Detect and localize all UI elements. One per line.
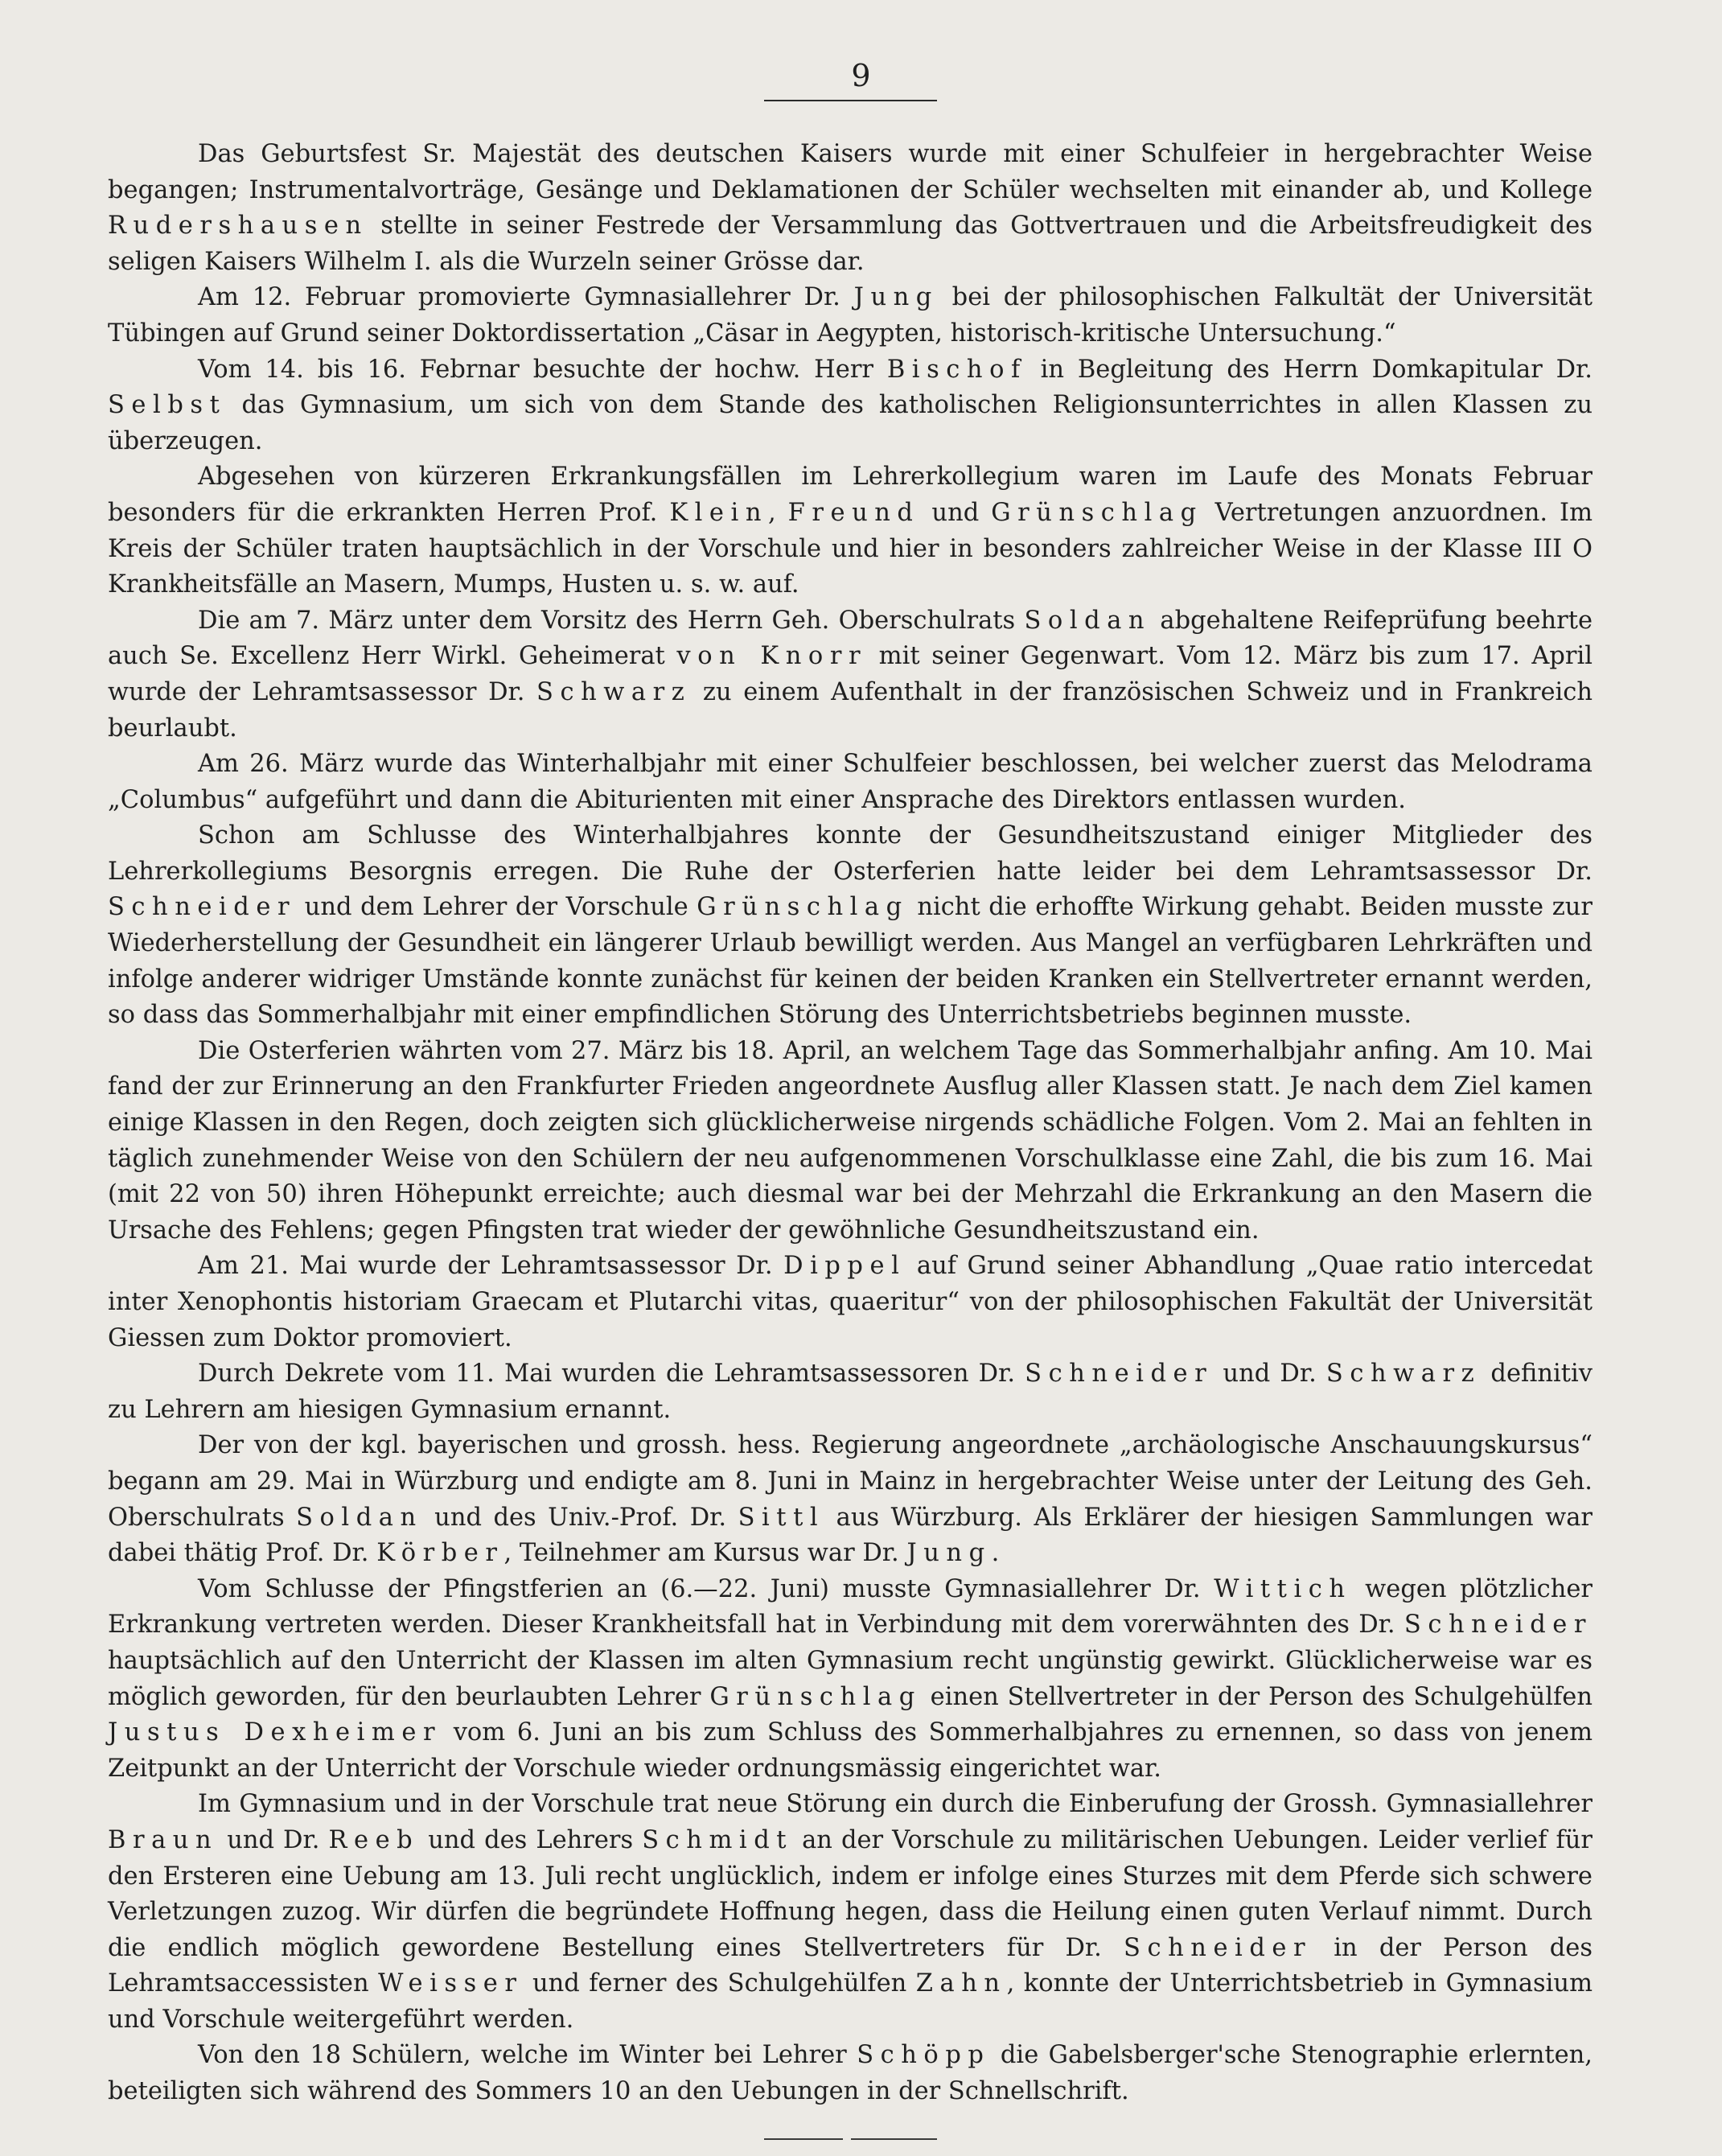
text-run: und dem Lehrer der Vorschule — [296, 893, 697, 922]
page-number: 9 — [851, 58, 871, 93]
text-run: Am 26. März wurde das Winterhalbjahr mit einer Schulfeier beschlossen, bei welcher zuerst das Melodrama „Columbus“ aufgeführt und dann die Abiturienten mit einer Ansprache des Direktors entlassen wurden. — [108, 750, 1593, 814]
spaced-name: Schwarz — [536, 677, 692, 706]
text-run: Durch Dekrete vom 11. Mai wurden die Lehramtsassessoren Dr. — [198, 1360, 1025, 1389]
text-run: das Gymnasium, um sich von dem Stande des katholischen Religionsunterrichtes in allen Klassen zu überzeugen. — [108, 391, 1593, 455]
text-run: und Dr. — [218, 1825, 329, 1854]
text-run: , — [768, 498, 788, 527]
text-run: in der Person des Lehramtsaccessisten — [108, 1933, 1593, 1998]
paragraph-5 — [108, 603, 1593, 747]
spaced-name: Schwarz — [1325, 1360, 1482, 1389]
text-run: und ferner des Schulgehülfen — [523, 1969, 916, 1998]
body-text — [108, 137, 1593, 2110]
text-run: Schon am Schlusse des Winterhalbjahres konnte der Gesundheitszustand einiger Mitglieder des Lehrerkollegiums Besorgnis erregen. Die Ruhe der Osterferien hatte leider bei dem Lehramtsassessor Dr. — [108, 821, 1593, 886]
text-run: Von den 18 Schülern, welche im Winter bei Lehrer — [198, 2041, 857, 2070]
spaced-name: Freund — [787, 498, 920, 527]
text-run: und Dr. — [1213, 1360, 1326, 1389]
text-run: nicht die erhoffte Wirkung gehabt. Beiden musste zur Wiederherstellung der Gesundheit ein längerer Urlaub bewilligt werden. Aus Mangel an verfügbaren Lehrkräften und infolge anderer widriger Umstände konnte zunächst für keinen der beiden Kranken ein Stellvertreter ernannt werden, so dass das Sommerhalbjahr mit einer empfindlichen Störung des Unterrichtsbetriebs beginnen musste. — [108, 893, 1593, 1030]
text-run: Abgesehen von kürzeren Erkrankungsfällen im Lehrerkollegium waren im Laufe des Monats Februar besonders für die erkrankten Herren Prof. — [108, 463, 1593, 527]
paragraph-8 — [108, 1034, 1593, 1249]
paragraph-12 — [108, 1572, 1593, 1788]
spaced-name: Rudershausen — [108, 212, 368, 241]
spaced-name: Weisser — [378, 1969, 524, 1998]
text-run: abgehaltene Reifeprüfung beehrte auch Se. Excellenz Herr Wirkl. Geheimerat — [108, 606, 1593, 671]
text-run: die Gabelsberger'sche Stenographie erlernten, beteiligten sich während des Sommers 10 an den Uebungen in der Schnellschrift. — [108, 2041, 1593, 2106]
paragraph-2 — [108, 280, 1593, 352]
paragraph-13 — [108, 1787, 1593, 2038]
spaced-name: Soldan — [1024, 606, 1152, 635]
text-run: einen Stellvertreter in der Person des Schulgehülfen — [921, 1682, 1593, 1711]
text-run: und des Univ.-Prof. Dr. — [422, 1503, 738, 1532]
text-run: Vertretungen anzuordnen. Im Kreis der Schüler traten hauptsächlich in der Vorschule und hier in besonders zahlreicher Weise in der Klasse III O Krankheitsfälle an Masern, Mumps, Husten u. s. w. auf. — [108, 498, 1593, 599]
text-run: Die Osterferien währten vom 27. März bis 18. April, an welchem Tage das Sommerhalbjahr anfing. Am 10. Mai fand der zur Erinnerung an den Frankfurter Frieden angeordnete Ausflug aller Klassen statt. Je nach dem Ziel kamen einige Klassen in den Regen, doch zeigten sich glücklicherweise nirgends schädliche Folgen. Vom 2. Mai an fehlten in täglich zunehmender Weise von den Schülern der neu aufgenommenen Vorschulklasse eine Zahl, die bis zum 16. Mai (mit 22 von 50) ihren Höhepunkt erreichte; auch diesmal war bei der Mehrzahl die Erkrankung an den Masern die Ursache des Fehlens; gegen Pfingsten trat wieder der gewöhnliche Gesundheitszustand ein. — [108, 1036, 1593, 1245]
text-run: und des Lehrers — [419, 1825, 643, 1854]
text-run: bei der philosophischen Falkultät der Universität Tübingen auf Grund seiner Doktordissertation „Cäsar in Aegypten, historisch-kritische Untersuchung.“ — [108, 283, 1593, 348]
spaced-name: Körber — [376, 1539, 504, 1568]
spaced-name: Jung — [853, 283, 939, 312]
spaced-name: Justus Dexheimer — [108, 1718, 442, 1747]
footer-rule-right — [851, 2138, 937, 2140]
header-rule — [764, 100, 937, 101]
spaced-name: Sittl — [738, 1503, 825, 1532]
text-run: Vom Schlusse der Pfingstferien an (6.—22. Juni) musste Gymnasiallehrer Dr. — [198, 1574, 1214, 1603]
spaced-name: Schneider — [1025, 1360, 1214, 1389]
spaced-name: Reeb — [328, 1825, 420, 1854]
text-run: definitiv zu Lehrern am hiesigen Gymnasium ernannt. — [108, 1360, 1593, 1424]
text-run: Vom 14. bis 16. Febrnar besuchte der hochw. Herr — [198, 355, 887, 384]
text-run: Im Gymnasium und in der Vorschule trat neue Störung ein durch die Einberufung der Grossh. Gymnasiallehrer — [198, 1790, 1593, 1819]
spaced-name: von Knorr — [676, 642, 868, 671]
text-run: , Teilnehmer am Kursus war Dr. — [503, 1539, 907, 1568]
spaced-name: Zahn — [915, 1969, 1007, 1998]
paragraph-14 — [108, 2038, 1593, 2109]
text-run: , konnte der Unterrichtsbetrieb in Gymnasium und Vorschule weitergeführt werden. — [108, 1969, 1593, 2034]
spaced-name: Jung — [906, 1539, 992, 1568]
paragraph-3 — [108, 352, 1593, 460]
spaced-name: Dippel — [783, 1252, 906, 1281]
spaced-name: Schneider — [1403, 1611, 1593, 1640]
spaced-name: Klein — [669, 498, 769, 527]
text-run: aus Würzburg. Als Erklärer der hiesigen Sammlungen war dabei thätig Prof. Dr. — [108, 1503, 1593, 1568]
paragraph-10 — [108, 1356, 1593, 1428]
text-run: in Begleitung des Herrn Domkapitular Dr. — [1026, 355, 1593, 384]
paragraph-7 — [108, 818, 1593, 1034]
paragraph-4 — [108, 459, 1593, 603]
text-run: Am 12. Februar promovierte Gymnasiallehrer Dr. — [198, 283, 854, 312]
text-run: Der von der kgl. bayerischen und grossh. hess. Regierung angeordnete „archäologische Anschauungskursus“ begann am 29. Mai in Würzburg und endigte am 8. Juni in Mainz in hergebrachter Weise unter der Leitung des Geh. Oberschulrats — [108, 1431, 1593, 1532]
paragraph-1 — [108, 137, 1593, 280]
spaced-name: Selbst — [108, 391, 227, 420]
text-run: . — [991, 1539, 1000, 1568]
text-run: mit seiner Gegenwart. Vom 12. März bis zum 17. April wurde der Lehramtsassessor Dr. — [108, 642, 1593, 706]
spaced-name: Grünschlag — [991, 498, 1203, 527]
text-run: hauptsächlich auf den Unterricht der Klassen im alten Gymnasium recht ungünstig gewirkt. Glücklicherweise war es möglich geworden, für den beurlaubten Lehrer — [108, 1646, 1593, 1711]
paragraph-11 — [108, 1428, 1593, 1571]
spaced-name: Schneider — [1124, 1933, 1313, 1962]
paragraph-9 — [108, 1249, 1593, 1356]
text-run: Die am 7. März unter dem Vorsitz des Herrn Geh. Oberschulrats — [198, 606, 1025, 635]
footer-rule-left — [764, 2138, 843, 2140]
text-run: vom 6. Juni an bis zum Schluss des Sommerhalbjahres zu ernennen, so dass von jenem Zeitpunkt an der Unterricht der Vorschule wieder ordnungsmässig eingerichtet war. — [108, 1718, 1593, 1783]
text-run: Am 21. Mai wurde der Lehramtsassessor Dr. — [198, 1252, 784, 1281]
paragraph-6 — [108, 747, 1593, 818]
text-run: auf Grund seiner Abhandlung „Quae ratio intercedat inter Xenophontis historiam Graecam et Plutarchi vitas, quaeritur“ von der philosophischen Fakultät der Universität Giessen zum Doktor promoviert. — [108, 1252, 1593, 1352]
spaced-name: Schöpp — [857, 2041, 991, 2070]
text-run: stellte in seiner Festrede der Versammlung das Gottvertrauen und die Arbeitsfreudigkeit des seligen Kaisers Wilhelm I. als die Wurzeln seiner Grösse dar. — [108, 212, 1593, 276]
spaced-name: Braun — [108, 1825, 219, 1854]
text-run: und — [919, 498, 992, 527]
spaced-name: Schmidt — [642, 1825, 794, 1854]
spaced-name: Schneider — [108, 893, 297, 922]
spaced-name: Soldan — [296, 1503, 423, 1532]
text-run: Das Geburtsfest Sr. Majestät des deutschen Kaisers wurde mit einer Schulfeier in hergebrachter Weise begangen; Instrumentalvorträge, Gesänge und Deklamationen der Schüler wechselten mit einander ab, und Kollege — [108, 140, 1593, 204]
spaced-name: Bischof — [886, 355, 1027, 384]
spaced-name: Grünschlag — [709, 1682, 922, 1711]
text-run: an der Vorschule zu militärischen Uebungen. Leider verlief für den Ersteren eine Uebung am 13. Juli recht unglücklich, indem er infolge eines Sturzes mit dem Pferde sich schwere Verletzungen zuzog. Wir dürfen die begründete Hoffnung hegen, dass die Heilung einen guten Verlauf nimmt. Durch die endlich möglich gewordene Bestellung eines Stellvertreters für Dr. — [108, 1825, 1593, 1962]
text-run: wegen plötzlicher Erkrankung vertreten werden. Dieser Krankheitsfall hat in Verbindung mit dem vorerwähnten des Dr. — [108, 1574, 1593, 1640]
spaced-name: Grünschlag — [697, 893, 909, 922]
spaced-name: Wittich — [1214, 1574, 1352, 1603]
text-run: zu einem Aufenthalt in der französischen Schweiz und in Frankreich beurlaubt. — [108, 677, 1593, 743]
